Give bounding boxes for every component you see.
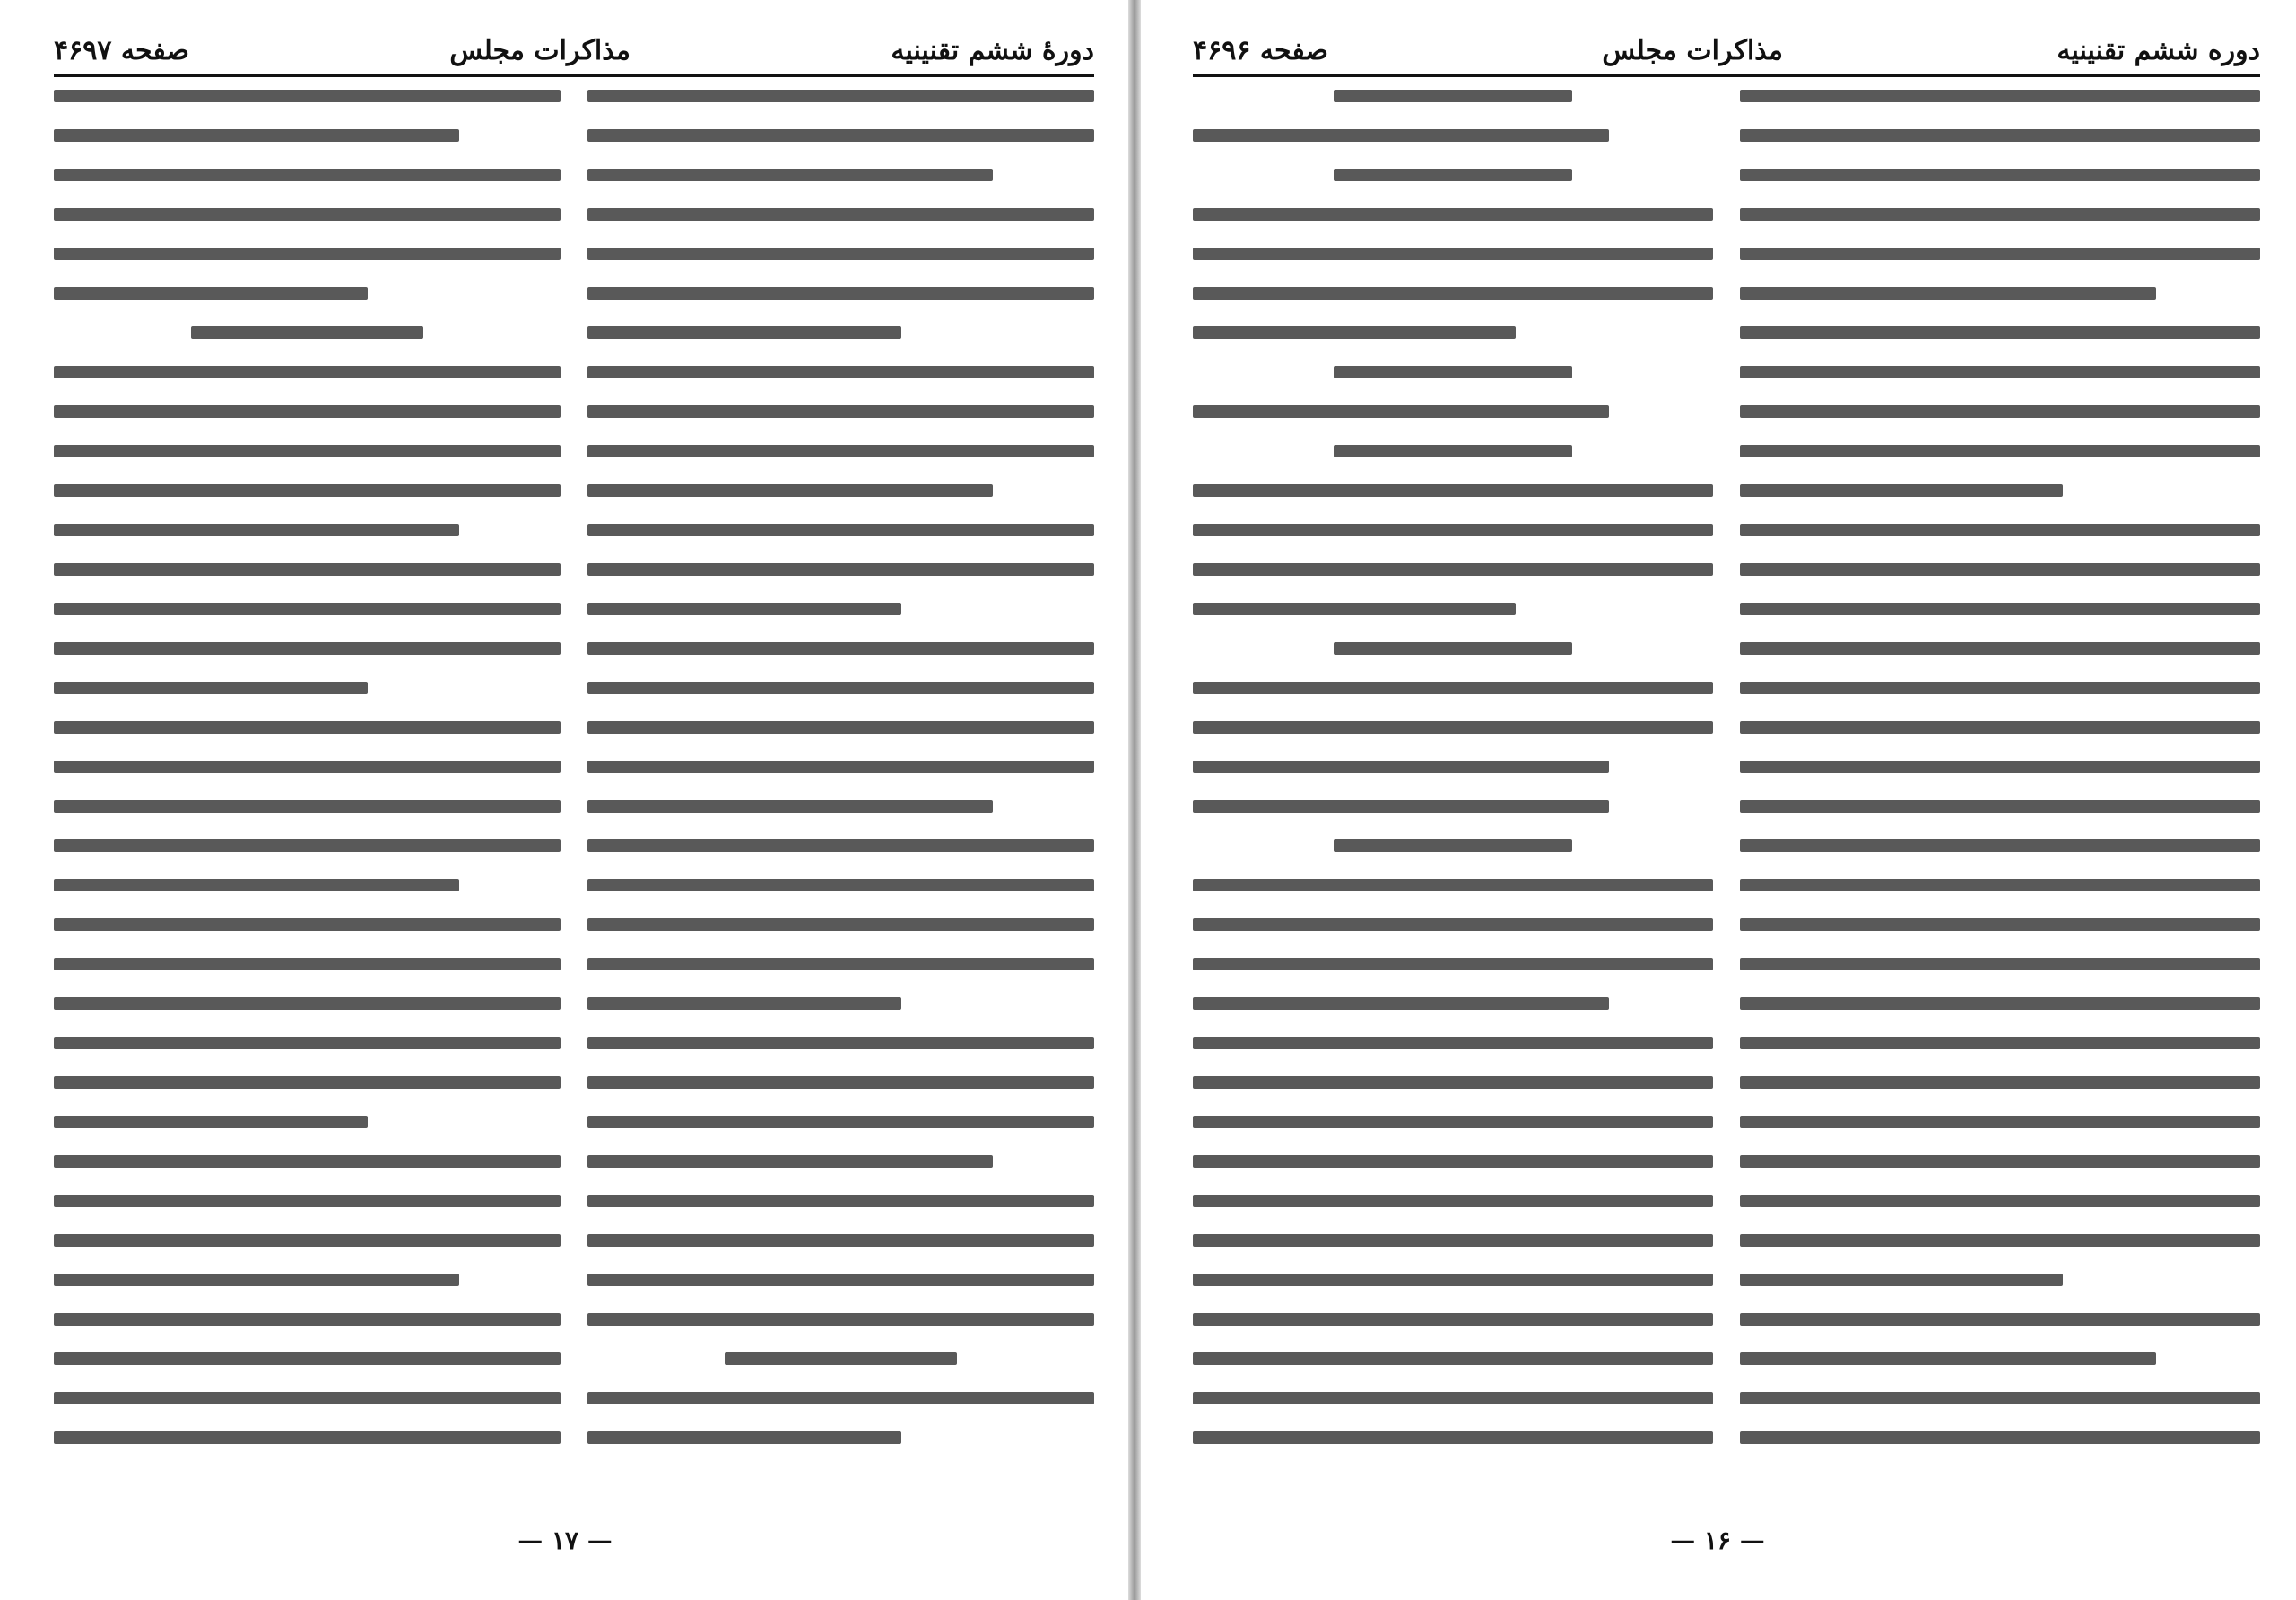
page-number: صفحه ۴۶۹۶ [1193, 34, 1329, 66]
page-header [54, 27, 1094, 74]
column-right [1740, 90, 2260, 1492]
page-4697 [0, 0, 1130, 1600]
column-right [587, 90, 1094, 1492]
page-number: صفحه ۴۶۹۷ [54, 34, 190, 66]
section-title: مذاکرات مجلس [1602, 34, 1783, 66]
page-footer: — ۱۶ — [1670, 1526, 1765, 1555]
page-header [1193, 27, 2260, 74]
header-rule [54, 74, 1094, 77]
volume-title: دوره ششم تقنینیه [2057, 34, 2260, 66]
header-rule [1193, 74, 2260, 77]
text-columns [54, 90, 1094, 1492]
volume-title: دورهٔ ششم تقنینیه [891, 34, 1094, 66]
column-left [54, 90, 561, 1492]
page-4696 [1139, 0, 2296, 1600]
section-title: مذاکرات مجلس [449, 34, 631, 66]
text-columns [1193, 90, 2260, 1492]
column-left [1193, 90, 1713, 1492]
page-footer: — ۱۷ — [517, 1526, 613, 1555]
